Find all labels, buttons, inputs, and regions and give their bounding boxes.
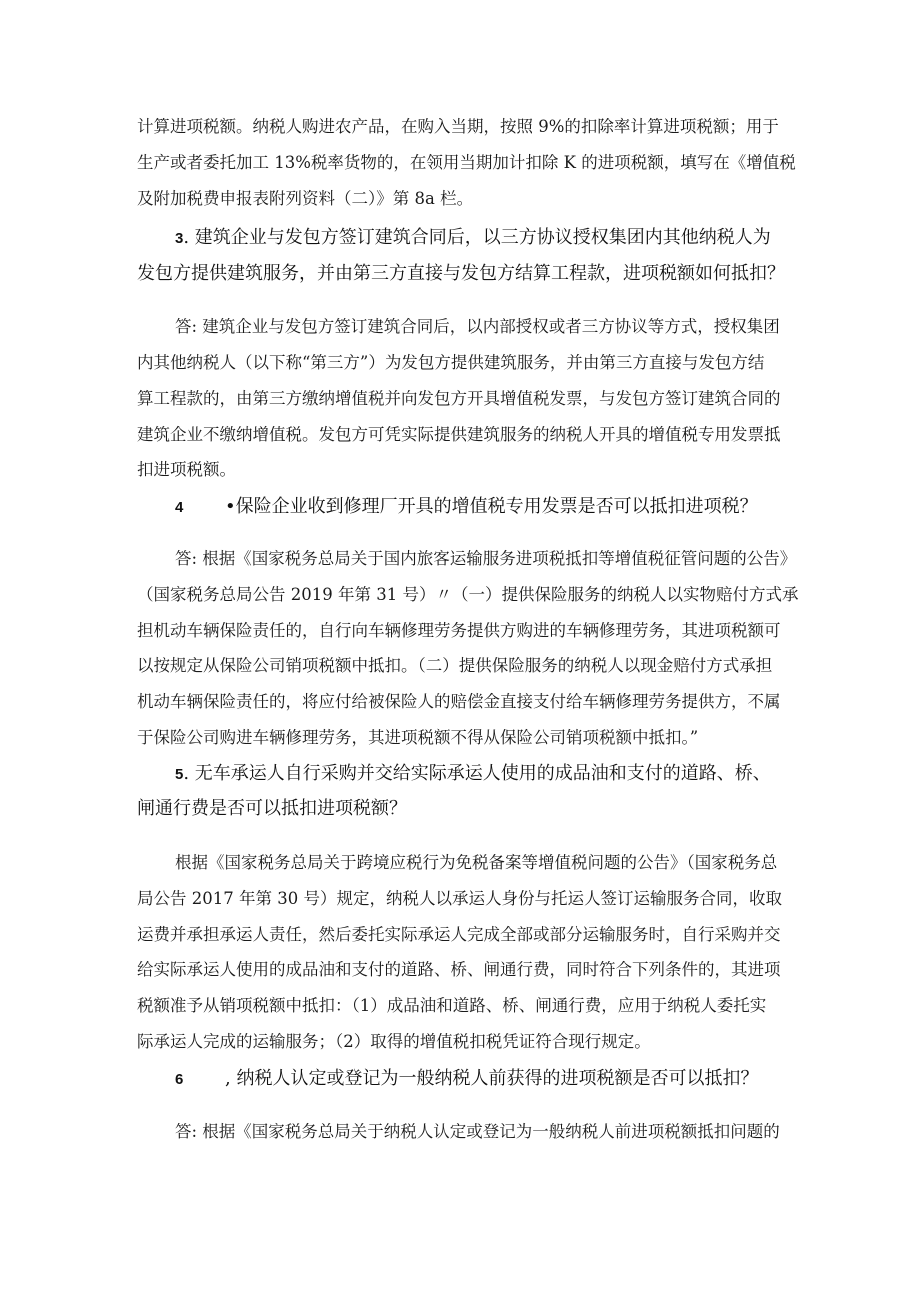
answer-5-line-5: 税额准予从销项税额中抵扣：（1）成品油和道路、桥、闸通行费，应用于纳税人委托实 [137, 996, 767, 1015]
answer-3-line-3: 算工程款的，由第三方缴纳增值税并向发包方开具增值税发票，与发包方签订建筑合同的 [137, 389, 781, 408]
answer-5-line-6: 际承运人完成的运输服务；（2）取得的增值税扣税凭证符合现行规定。 [137, 1032, 651, 1051]
answer-6-line-1: 答: 根据《国家税务总局关于纳税人认定或登记为一般纳税人前进项税额抵扣问题的 [175, 1122, 780, 1141]
question-4-number: 4 [175, 499, 184, 516]
intro-line-3: 及附加税费申报表附列资料（二）》第 8a 栏。 [137, 189, 474, 208]
answer-4-line-2: （国家税务总局公告 2019 年第 31 号）〃（一）提供保险服务的纳税人以实物赔付方式承 [137, 585, 799, 604]
answer-5-line-1: 根据《国家税务总局关于跨境应税行为免税备案等增值税问题的公告》（国家税务总 [175, 853, 778, 872]
question-4-text: •保险企业收到修理厂开具的增值税专用发票是否可以抵扣进项税？ [225, 496, 758, 517]
answer-4-line-1: 答: 根据《国家税务总局关于国内旅客运输服务进项税抵扣等增值税征管问题的公告》 [175, 549, 797, 568]
answer-3-line-1: 答: 建筑企业与发包方签订建筑合同后，以内部授权或者三方协议等方式，授权集团 [175, 317, 780, 336]
question-4-line [175, 495, 758, 520]
answer-5-line-4: 给实际承运人使用的成品油和支付的道路、桥、闸通行费，同时符合下列条件的，其进项 [137, 960, 781, 979]
answer-3-line-4: 建筑企业不缴纳增值税。发包方可凭实际提供建筑服务的纳税人开具的增值税专用发票抵 [137, 425, 781, 444]
answer-4-line-6: 于保险公司购进车辆修理劳务，其进项税额不得从保险公司销项税额中抵扣。” [137, 728, 699, 747]
question-5-text-1: . 无车承运人自行采购并交给实际承运人使用的成品油和支付的道路、桥、 [183, 763, 771, 784]
question-3-line-2: 发包方提供建筑服务，并由第三方直接与发包方结算工程款，进项税额如何抵扣？ [137, 263, 785, 284]
answer-5-line-3: 运费并承担承运人责任，然后委托实际承运人完成全部或部分运输服务时，自行采购并交 [137, 925, 781, 944]
question-6-number: 6 [175, 1071, 184, 1088]
question-5-line-2: 闸通行费是否可以抵扣进项税额？ [137, 798, 407, 819]
answer-4-line-4: 以按规定从保险公司销项税额中抵扣。（二）提供保险服务的纳税人以现金赔付方式承担 [137, 656, 773, 675]
question-3-text-1: . 建筑企业与发包方签订建筑合同后，以三方协议授权集团内其他纳税人为 [183, 227, 771, 248]
question-6-text: , 纳税人认定或登记为一般纳税人前获得的进项税额是否可以抵扣？ [225, 1068, 759, 1089]
question-6-line [175, 1067, 758, 1092]
answer-3-line-5: 扣进项税额。 [137, 460, 236, 479]
answer-4-line-5: 机动车辆保险责任的，将应付给被保险人的赔偿金直接支付给车辆修理劳务提供方，不属 [137, 692, 781, 711]
intro-line-2: 生产或者委托加工 13%税率货物的，在领用当期加计扣除 K 的进项税额，填写在《增值税 [137, 153, 796, 172]
answer-5-line-2: 局公告 2017 年第 30 号）规定，纳税人以承运人身份与托运人签订运输服务合同，收取 [137, 889, 782, 908]
question-3-number: 3 [175, 230, 184, 247]
question-5-line-1 [175, 762, 771, 787]
answer-4-line-3: 担机动车辆保险责任的，自行向车辆修理劳务提供方购进的车辆修理劳务，其进项税额可 [137, 621, 781, 640]
question-5-number: 5 [175, 766, 184, 783]
answer-3-line-2: 内其他纳税人（以下称“第三方”）为发包方提供建筑服务，并由第三方直接与发包方结 [137, 353, 765, 372]
question-3-line-1 [175, 226, 771, 251]
intro-line-1: 计算进项税额。纳税人购进农产品，在购入当期，按照 9%的扣除率计算进项税额；用于 [137, 117, 779, 136]
